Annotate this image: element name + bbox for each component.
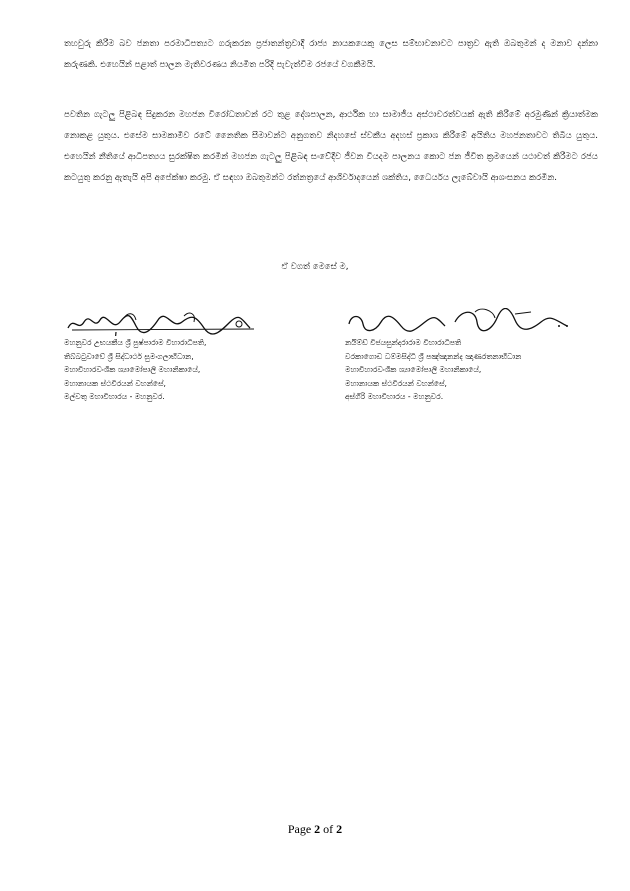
signatory-right-line-3: මහාවිහාරවංශික ශ්‍යාමෝපාලි මහානිකායේ, [345,365,482,374]
signatory-left-line-5: මල්වතු මහාවිහාරය - මහනුවර. [64,392,165,401]
signatory-left-line-4: මහානායක ස්ථවිරයන් වහන්සේ, [64,378,166,388]
signatory-right-line-2: වරකාගොඩ ධම්මසිද්ධි ශ්‍රී පඤ්ඤානන්ද ඤාණරතනාභිධාන [345,351,522,361]
signatory-left-line-1: මහනුවර උභයකීය ශ්‍රී පුෂ්පාරාම විහාරාධිපති, [64,338,207,347]
page-number-footer [0,822,630,837]
signature-right-image [345,308,575,336]
body-paragraph-2: පවතින ගැටලු පිළිබඳ සිදුකරන මහජන විරෝධතාවන් රට තුළ දේශපාලන, ආර්ථික හා සාමාජීය අස්ථාවරත්වයක් ඇති කිරීමේ අරමුණින් ක්‍රියාත්මක නොකළ යුතුය. එසේම සාමකාමීව රටේ නෛතික සීමාවන්ට අනුගතව නිදහසේ ස්වකීය අදහස් ප්‍රකාශ කිරීමේ අයිතිය මහජනතාවට තිබිය යුතුය. එහෙයින් නීතියේ ආධිපත්‍යය සුරක්ෂිත කරමින් මහජන ගැටලු පිළිබඳ සංවේදීව ජීවන වියදම පාලනය කොට ජන ජීවිත ක්‍රමයෙන් යථාවත් කිරීමට රජය කටයුතු කරනු ඇතැයි අපි අපේක්ෂා කරමු. ඒ සඳහා ඔබතුමන්ට රත්නත්‍රයේ ආශිර්වාදයෙන් ශක්තිය, ධෛර්යය ලැබේවායි ආශංසනය කරමින. [64,110,598,183]
signatory-left-line-3: මහාවිහාරවංශික ශ්‍යාමෝපාලි මහානිකායේ, [64,365,201,374]
footer-of: of [320,822,337,836]
body-paragraph-1: තහවුරු කිරීම බව ජනතා පරමාධිපත්‍යට ගරුකරන ප්‍රජාතන්ත්‍රවාදී රාජ්‍ය නායකයෙකු ලෙස සම්භාවනාවට පාත්‍රව ඇති ඔබතුමන් ද මනාව දන්නා කරුණකි. එහෙයින් පළාත් පාලන මැතිවරණය නියමිත පරිදි පැවැත්වීම රජයේ වගකීමයි. [64,39,598,70]
signatory-right-line-4: මහානායක ස්ථවිරයන් වහන්සේ, [345,378,447,388]
signatory-left [64,310,304,404]
signature-left-image [64,310,264,336]
footer-prefix: Page [287,822,315,836]
signatory-right-line-5: අස්ගිරි මහාවිහාරය - මහනුවර. [345,392,444,401]
signatory-right-line-1: නයිම්ඩ් විජයසුන්දරාරාම විහාරාධිපති [345,338,462,347]
signatory-right [345,308,595,404]
closing-salutation: ඒ වගත් මෙසේ ම, [281,262,349,272]
signatory-left-line-2: තිබ්බටුවාවේ ශ්‍රී සිද්ධාර්ථ සුමංගලාභිධාන, [64,351,194,361]
footer-page-number: 2 [314,822,321,836]
footer-page-total: 2 [336,822,343,836]
